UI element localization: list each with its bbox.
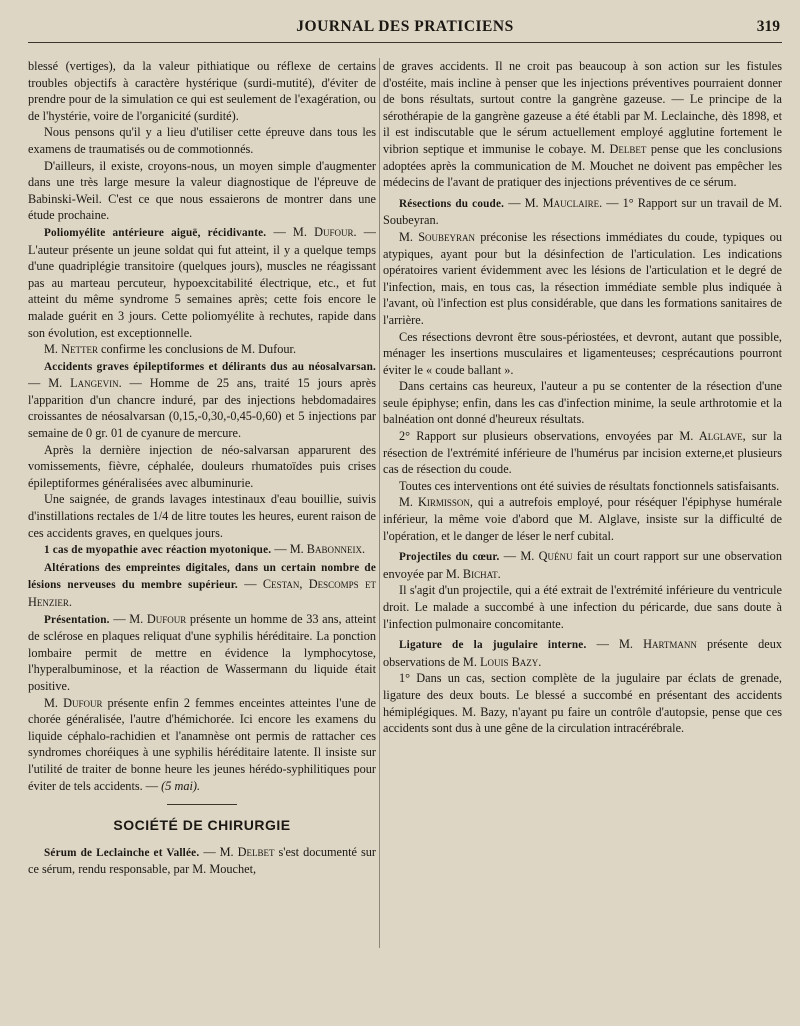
entry-presentation (28, 611, 376, 695)
author-name: M. Alglave (679, 429, 743, 444)
dash: — (273, 224, 293, 239)
dash: — (596, 637, 619, 652)
journal-title: JOURNAL DES PRATICIENS (296, 18, 514, 35)
entry-poliomyelite (28, 224, 376, 341)
author-name: M. Delbet (590, 141, 647, 156)
entry-author: M. Mauclaire. (524, 195, 603, 210)
entry-text: s'est documenté sur ce sérum, rendu responsable, par M. Mouchet, (28, 844, 376, 877)
entry-heading: Résections du coude. (399, 197, 505, 210)
entry-heading: Projectiles du cœur. (399, 551, 500, 564)
entry-alterations (28, 559, 376, 611)
page-number: 319 (756, 18, 780, 35)
text-columns (28, 58, 782, 956)
dash: — (113, 611, 130, 626)
entry-author: M. Langevin. (48, 376, 122, 391)
entry-rapport-2 (383, 428, 782, 478)
section-rule (167, 804, 237, 805)
entry-text: présente deux observations de (383, 637, 782, 669)
entry-text: préconise les résections immédiates du coude, typiques ou atypiques, ayant pour but la désinfection de l'articulation. Les indications opératoires varient évidemment avec les lésions de l'articulation et le degré de l'infection, mais, en tous cas, la résection immédiate semble plus indiquée à l'avant, où l'infection est plus considérable, que dans les formations sanitaires de l'arrière. (383, 229, 782, 327)
author-name: M. Soubeyran (399, 229, 476, 244)
column-divider (379, 58, 380, 948)
dash: — (274, 542, 290, 557)
entry-ligature (383, 636, 782, 670)
paragraph (383, 58, 782, 191)
paragraph: Nous pensons qu'il y a lieu d'utiliser cette épreuve dans tous les examens de traumatisés ou de commotionnés. (28, 125, 376, 156)
entry-text: de graves accidents. Il ne croit pas beaucoup à son action sur les fistules d'ostéite, mais incline à penser que les injections préventives pourraient donner de bons résultats, surtout contre la gangrène gazeuse. — Le principe de la sérothérapie de la gangrène gazeuse a été établi par M. Leclainche, dès 1898, et il est indiscutable que le sérum actuellement employé agglutine fortement le vibrion septique et immunise le cobaye. (383, 59, 782, 156)
author-name: M. Louis Bazy. (462, 654, 542, 669)
author-name: M. Netter (44, 342, 98, 357)
entry-kirmisson (383, 494, 782, 544)
right-column (383, 58, 782, 956)
entry-text: confirme les conclusions de M. Dufour. (101, 342, 297, 357)
left-column (28, 58, 376, 956)
entry-text: , sur la résection de l'extrémité inférieure de l'humérus par incision externe,et plusieurs cas de résection du coude. (383, 429, 782, 477)
entry-heading: 1 cas de myopathie avec réaction myotonique. (44, 544, 272, 557)
author-name: M. Kirmisson (399, 495, 470, 510)
entry-text: fait un court rapport sur une observation envoyée par (383, 549, 782, 581)
entry-netter (28, 341, 376, 358)
entry-serum (28, 844, 376, 878)
paragraph: D'ailleurs, il existe, croyons-nous, un moyen simple d'augmenter dans une très large mesure la valeur diagnostique de l'épreuve de Babinski-Weil. C'est ce que nous essaierons de montrer dans une étude prochaine. (28, 158, 376, 223)
dash: — (28, 376, 49, 391)
entry-dufour-second (28, 695, 376, 795)
paragraph: 1° Dans un cas, section complète de la jugulaire par éclats de grenade, ligature des deux bouts. Le blessé a succombé en présentant des accidents hémiplégiques. M. Bazy, n'ayant pu faire un contrôle d'autopsie, pense que ces accidents sont dus à une gêne de la circulation intracérébrale. (383, 671, 782, 736)
entry-heading: Altérations des empreintes digitales, dans un certain nombre de lésions nerveuses du membre supérieur. (28, 561, 376, 592)
paragraph: blessé (vertiges), da la valeur pithiatique ou réflexe de certains troubles objectifs à caractère hystérique (surdi-mutité), d'éviter de prendre pour de la simulation ce qui est seulement de l'exagération, ou de l'hystérie, voire de l'organicité (surdité). (28, 59, 376, 123)
entry-text: — L'auteur présente un jeune soldat qui fut atteint, il y a quelque temps d'une quadriplégie transitoire (quelques jours), muscles ne réagissant pas au marteau percuteur, hypoexcitabilité électrique, etc., et fut atteint du même syndrome 5 semaines après; cette fois encore le malade guérit en 3 jours. Cette poliomyélite à rechutes, rapide dans son évolution, est exceptionnelle. (28, 224, 376, 340)
page-header (28, 18, 782, 44)
entry-myopathie (28, 541, 376, 559)
entry-author: M. Dufour (129, 611, 187, 626)
paragraph: Dans certains cas heureux, l'auteur a pu se contenter de la résection d'une seule épiphyse; enfin, dans les cas d'infection minime, la seule arthrotomie et la balnéation ont donné d'heureux résultats. (383, 379, 782, 427)
entry-accidents (28, 358, 376, 442)
entry-author: M. Quénu (520, 549, 573, 564)
paragraph: Toutes ces interventions ont été suivies de résultats fonctionnels satisfaisants. (399, 478, 780, 493)
paragraph: Ces résections devront être sous-périostées, et devront, autant que possible, ménager les insertions musculaires et ligamenteuses; cesprécautions pourront éviter le « coude ballant ». (383, 329, 782, 377)
entry-heading: Accidents graves épileptiformes et délirants dus au néosalvarsan. (44, 360, 376, 373)
paragraph: Il s'agit d'un projectile, qui a été extrait de l'extrémité inférieure du ventricule droit. Le malade a succombé à une infection du péricarde, due sans doute à l'infection pulmonaire concomitante. (383, 583, 782, 631)
entry-text: , qui a autrefois employé, pour réséquer l'épiphyse humérale inférieur, la même voie d'abord que M. Alglave, insiste sur la difficulté de l'opération, et le danger de léser le nerf cubital. (383, 495, 782, 543)
entry-author: M. Babonneix. (289, 542, 366, 557)
entry-text: pense que les conclusions adoptées après la communication de M. Mouchet ne doivent pas empêcher les médecins de l'avant de pratiquer des injections préventives de ce sérum. (383, 141, 782, 190)
author-name: M. Bichat. (445, 566, 501, 581)
entry-text: 2° Rapport sur plusieurs observations, envoyées par (399, 429, 674, 444)
entry-soubeyran (383, 229, 782, 329)
dash: — (203, 844, 220, 859)
author-name: M. Dufour (44, 695, 103, 710)
entry-heading: Sérum de Leclainche et Vallée. (44, 846, 200, 859)
paragraph: Après la dernière injection de néo-salvarsan apparurent des vomissements, fièvre, céphalée, douleurs rhumatoïdes puis crises épileptiformes généralisées avec albuminurie. (28, 442, 376, 490)
header-rule (28, 42, 782, 43)
dash: — (244, 577, 263, 592)
section-title: SOCIÉTÉ DE CHIRURGIE (113, 817, 291, 834)
entry-resections (383, 195, 782, 229)
entry-date: (5 mai). (161, 778, 201, 793)
paragraph: Une saignée, de grands lavages intestinaux d'eau bouillie, suivis d'instillations rectales de 1/4 de litre toutes les heures, eurent raison de ces accidents graves, en quelques jours. (28, 492, 376, 540)
entry-projectiles (383, 548, 782, 582)
dash: — (503, 549, 521, 564)
entry-heading: Poliomyélite antérieure aiguë, récidivante. (44, 226, 267, 239)
entry-text: présente un homme de 33 ans, atteint de sclérose en plaques reliquat d'une syphilis héréditaire. La ponction lombaire permit de mettre en évidence la lymphocytose, l'hyperalbuminose, et la réaction de Wassermann du liquide était positive. (28, 611, 376, 693)
entry-author: M. Hartmann (618, 637, 697, 652)
entry-author: M. Delbet (219, 844, 275, 859)
entry-text: — 1° Rapport sur un travail de M. Soubeyran. (383, 195, 782, 228)
entry-text: — Homme de 25 ans, traité 15 jours après l'apparition d'un chancre induré, par des injections hebdomadaires croissantes de néosalvarsan (0,15,-0,30,-0,45-0,60) et 5 injections par semaine de 0 gr. 01 de cyanure de mercure. (28, 376, 376, 441)
entry-heading: Ligature de la jugulaire interne. (399, 639, 587, 652)
entry-heading: Présentation. (44, 613, 110, 626)
entry-text: présente enfin 2 femmes enceintes atteintes l'une de chorée généralisée, l'autre d'hémichorée. Ici encore les examens du liquide céphalo-rachidien et l'anamnèse ont permis de rattacher ces syndromes choréiques à une syphilis héréditaire latente. Il insiste sur l'utilité de traiter de bonne heure les jeunes hérédo-syphilitiques pour éviter de tels accidents. — (28, 695, 376, 793)
entry-author: Cestan, Descomps et Henzier. (28, 577, 376, 609)
entry-author: M. Dufour. (292, 224, 357, 239)
dash: — (508, 195, 525, 210)
